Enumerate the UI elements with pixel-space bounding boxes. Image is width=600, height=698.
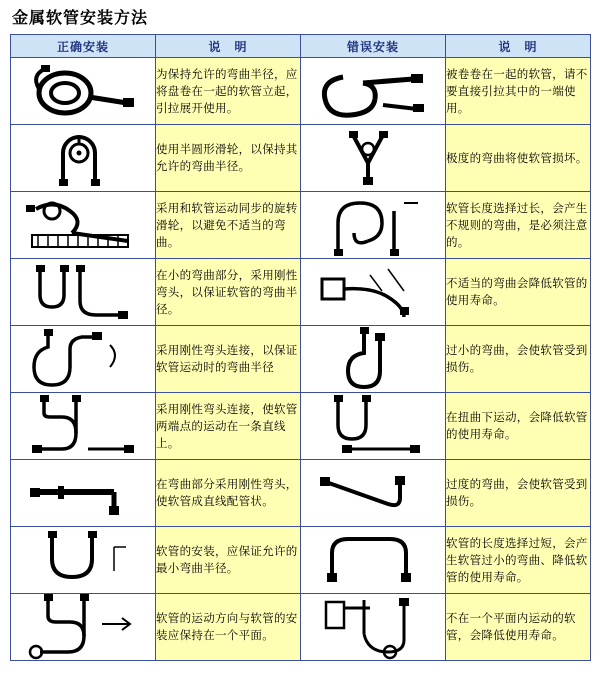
wrong-note-cell: 在扭曲下运动，会降低软管的使用寿命。 — [446, 393, 591, 460]
too-small-bend-damage-figure — [301, 327, 445, 391]
table-row — [11, 259, 591, 326]
page-title: 金属软管安装方法 — [12, 8, 149, 27]
wrong-note-cell: 软管的长度选择过短，会产生软管过小的弯曲、降低软管的使用寿命。 — [446, 527, 591, 594]
wrong-note-cell: 软管长度选择过长，会产生不规则的弯曲，是必须注意的。 — [446, 192, 591, 259]
coiled-hose-pulled-figure — [301, 63, 445, 119]
table-row — [11, 393, 591, 460]
wrong-figure-cell — [301, 326, 446, 393]
out-of-plane-motion-figure — [301, 594, 445, 660]
coiled-hose-upright-figure — [11, 63, 155, 119]
excessive-bend-damage-figure — [301, 468, 445, 518]
rigid-elbow-straight-pipe-figure — [11, 468, 155, 518]
table-row — [11, 326, 591, 393]
correct-figure-cell — [11, 192, 156, 259]
wrong-note-cell: 过度的弯曲，会使软管受到损伤。 — [446, 460, 591, 527]
wrong-figure-cell — [301, 527, 446, 594]
correct-figure-cell — [11, 259, 156, 326]
rigid-elbow-small-bend-figure — [11, 261, 155, 323]
table-row — [11, 192, 591, 259]
table-header-row — [11, 35, 591, 58]
header-wrong-note: 说 明 — [446, 35, 591, 58]
sharp-bend-pulley-figure — [301, 129, 445, 187]
table-row — [11, 58, 591, 125]
hose-installation-table — [10, 34, 591, 661]
wrong-note-cell: 不在一个平面内运动的软管，会降低使用寿命。 — [446, 594, 591, 661]
header-correct-note: 说 明 — [156, 35, 301, 58]
correct-figure-cell — [11, 594, 156, 661]
correct-note-cell: 采用刚性弯头连接，以保证软管运动时的弯曲半径 — [156, 326, 301, 393]
correct-note-cell: 采用刚性弯头连接，使软管两端点的运动在一条直线上。 — [156, 393, 301, 460]
table-row — [11, 594, 591, 661]
semicircle-pulley-figure — [11, 129, 155, 187]
wrong-figure-cell — [301, 460, 446, 527]
twisting-motion-figure — [301, 395, 445, 457]
rotating-pulley-sync-figure — [11, 195, 155, 255]
correct-note-cell: 为保持允许的弯曲半径，应将盘卷在一起的软管立起，引拉展开使用。 — [156, 58, 301, 125]
table-row — [11, 460, 591, 527]
correct-note-cell: 软管的安装，应保证允许的最小弯曲半径。 — [156, 527, 301, 594]
wrong-figure-cell — [301, 58, 446, 125]
table-row — [11, 125, 591, 192]
correct-note-cell: 采用和软管运动同步的旋转滑轮，以避免不适当的弯曲。 — [156, 192, 301, 259]
correct-note-cell: 在弯曲部分采用刚性弯头，使软管成直线配管状。 — [156, 460, 301, 527]
correct-figure-cell — [11, 326, 156, 393]
correct-note-cell: 使用半圆形滑轮，以保持其允许的弯曲半径。 — [156, 125, 301, 192]
correct-note-cell: 在小的弯曲部分，采用刚性弯头，以保证软管的弯曲半径。 — [156, 259, 301, 326]
long-hose-irregular-bend-figure — [301, 193, 445, 257]
correct-figure-cell — [11, 393, 156, 460]
correct-note-cell: 软管的运动方向与软管的安装应保持在一个平面。 — [156, 594, 301, 661]
wrong-note-cell: 极度的弯曲将使软管损坏。 — [446, 125, 591, 192]
table-row — [11, 527, 591, 594]
same-plane-motion-figure — [11, 594, 155, 660]
rigid-elbow-straight-line-figure — [11, 395, 155, 457]
correct-figure-cell — [11, 460, 156, 527]
too-long-hose-small-bend-figure — [301, 531, 445, 589]
correct-figure-cell — [11, 58, 156, 125]
min-bend-radius-install-figure — [11, 531, 155, 589]
wrong-note-cell: 被卷卷在一起的软管，请不要直接引拉其中的一端使用。 — [446, 58, 591, 125]
wrong-figure-cell — [301, 125, 446, 192]
correct-figure-cell — [11, 527, 156, 594]
header-wrong-install: 错误安装 — [301, 35, 446, 58]
rigid-elbow-motion-radius-figure — [11, 327, 155, 391]
wrong-figure-cell — [301, 259, 446, 326]
header-correct-install: 正确安装 — [11, 35, 156, 58]
wrong-note-cell: 过小的弯曲，会使软管受到损伤。 — [446, 326, 591, 393]
improper-bend-short-life-figure — [301, 261, 445, 323]
correct-figure-cell — [11, 125, 156, 192]
wrong-note-cell: 不适当的弯曲会降低软管的使用寿命。 — [446, 259, 591, 326]
wrong-figure-cell — [301, 393, 446, 460]
wrong-figure-cell — [301, 192, 446, 259]
wrong-figure-cell — [301, 594, 446, 661]
